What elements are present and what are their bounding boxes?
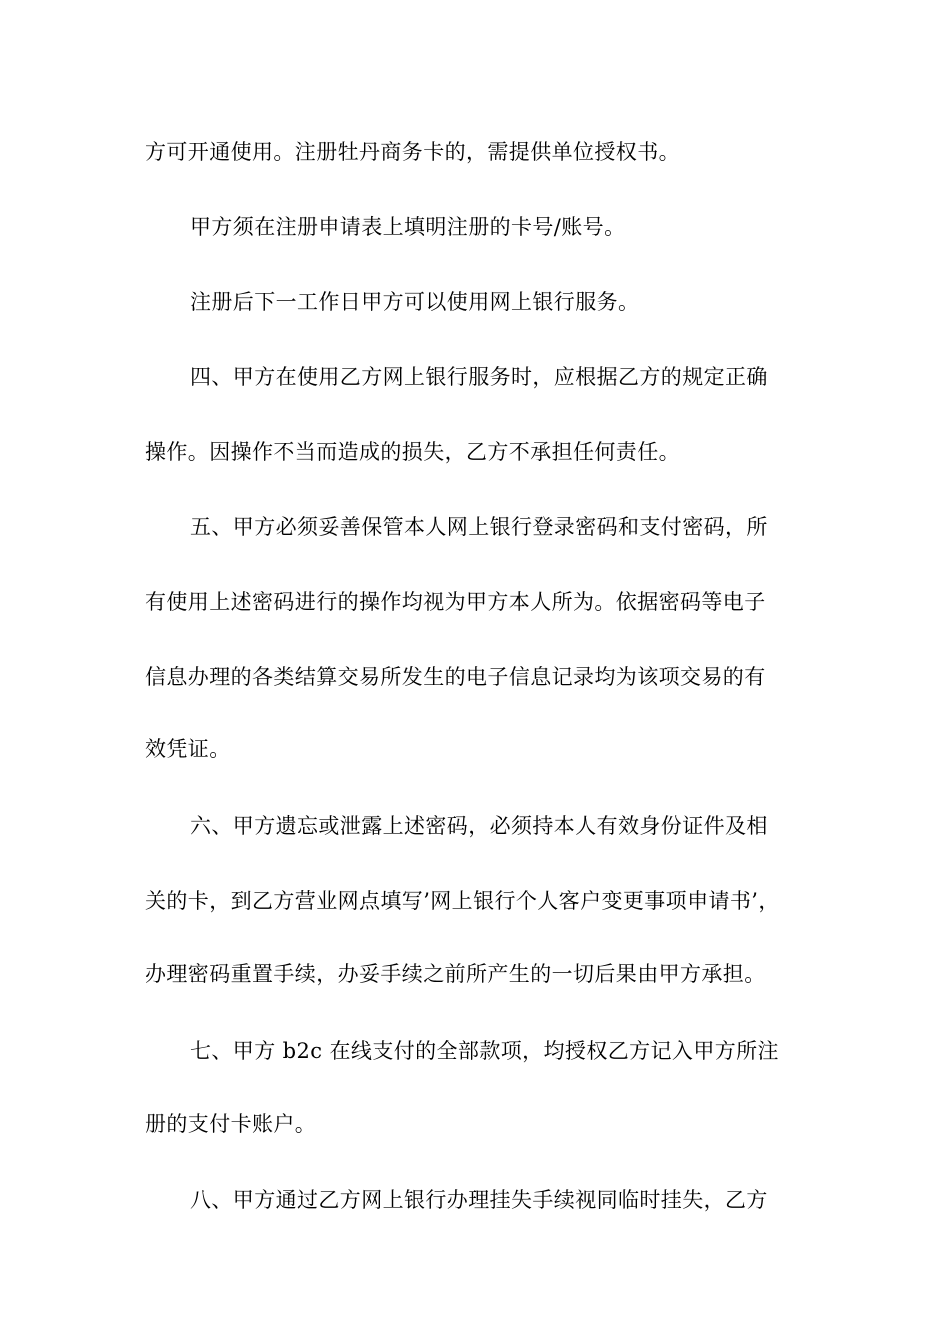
text-line: 效凭证。	[145, 737, 231, 761]
text-line: 七、甲方 b2c 在线支付的全部款项，均授权乙方记入甲方所注	[190, 1039, 779, 1063]
text-line: 八、甲方通过乙方网上银行办理挂失手续视同临时挂失，乙方	[190, 1188, 768, 1212]
text-line: 方可开通使用。注册牡丹商务卡的，需提供单位授权书。	[145, 140, 680, 164]
text-line: 册的支付卡账户。	[145, 1112, 317, 1136]
text-line: 四、甲方在使用乙方网上银行服务时，应根据乙方的规定正确	[190, 365, 768, 389]
text-line: 关的卡，到乙方营业网点填写’网上银行个人客户变更事项申请书’，	[145, 889, 780, 913]
text-line: 六、甲方遗忘或泄露上述密码，必须持本人有效身份证件及相	[190, 814, 768, 838]
text-line: 信息办理的各类结算交易所发生的电子信息记录均为该项交易的有	[145, 665, 766, 689]
text-line: 注册后下一工作日甲方可以使用网上银行服务。	[190, 290, 640, 314]
text-line: 有使用上述密码进行的操作均视为甲方本人所为。依据密码等电子	[145, 590, 766, 614]
text-line: 操作。因操作不当而造成的损失，乙方不承担任何责任。	[145, 440, 680, 464]
text-line: 办理密码重置手续，办妥手续之前所产生的一切后果由甲方承担。	[145, 962, 766, 986]
text-line: 甲方须在注册申请表上填明注册的卡号/账号。	[190, 215, 626, 239]
text-line: 五、甲方必须妥善保管本人网上银行登录密码和支付密码，所	[190, 515, 768, 539]
